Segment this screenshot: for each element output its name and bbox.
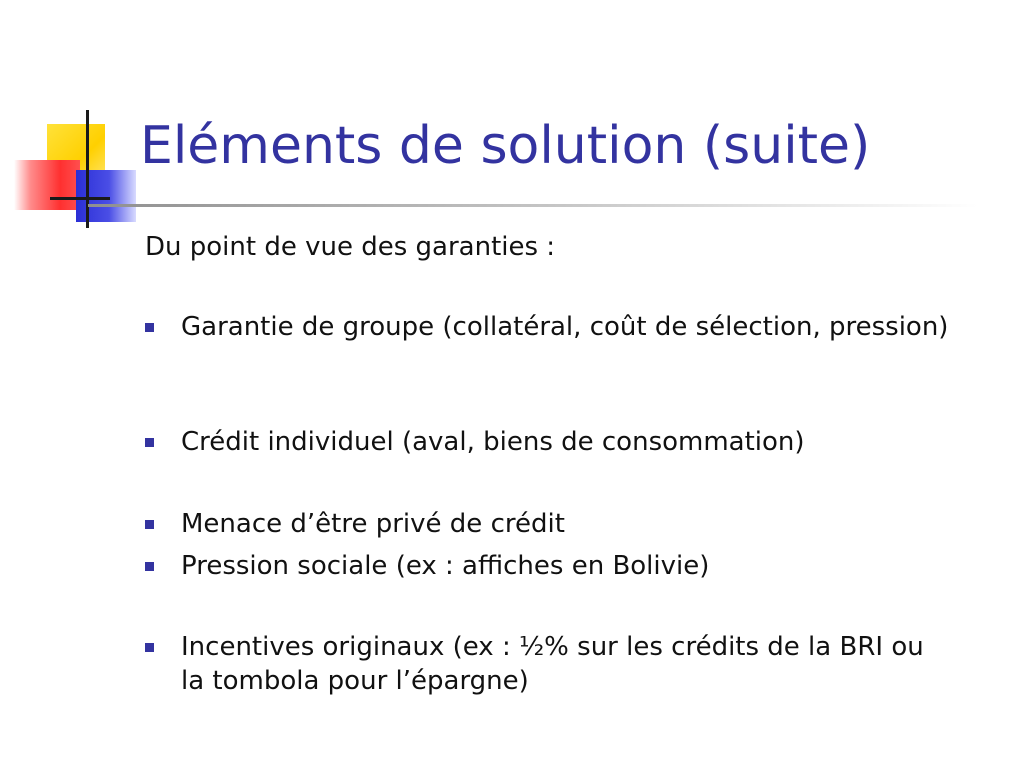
title-underline-divider — [88, 204, 978, 207]
list-item-text: Garantie de groupe (collatéral, coût de sélection, pression) — [181, 312, 949, 342]
list-item-text: Menace d’être privé de crédit — [181, 509, 565, 539]
list-item-text: Crédit individuel (aval, biens de consommation) — [181, 427, 805, 457]
square-bullet-icon — [145, 438, 154, 447]
square-bullet-icon — [145, 562, 154, 571]
intro-text: Du point de vue des garanties : — [145, 232, 556, 262]
list-item-text: Pression sociale (ex : affiches en Bolivie) — [181, 551, 710, 581]
logo-vertical-line — [86, 110, 89, 228]
logo-horizontal-line — [50, 197, 110, 200]
list-item-text: Incentives originaux (ex : ½% sur les crédits de la BRI ou la tombola pour l’épargne) — [181, 632, 924, 696]
red-square-shape — [14, 160, 80, 210]
square-bullet-icon — [145, 643, 154, 652]
slide-title: Eléments de solution (suite) — [140, 116, 871, 176]
blue-square-shape — [76, 170, 136, 222]
square-bullet-icon — [145, 323, 154, 332]
square-bullet-icon — [145, 520, 154, 529]
